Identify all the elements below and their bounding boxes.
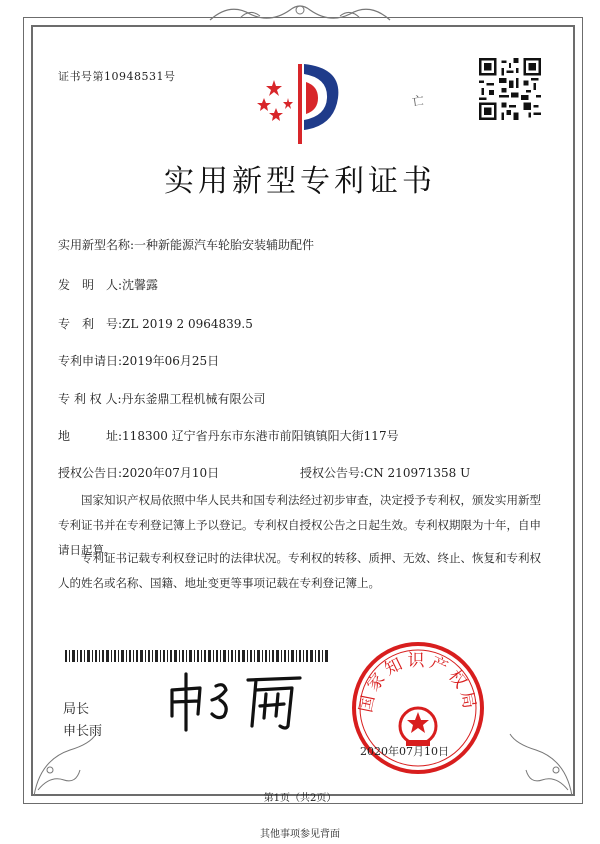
patent-number-row xyxy=(58,315,253,332)
application-date-row xyxy=(58,352,219,369)
field-label: 专利申请日: xyxy=(58,354,123,368)
field-value: ZL 2019 2 0964839.5 xyxy=(122,317,253,331)
grant-statement-paragraph: 国家知识产权局依照中华人民共和国专利法经过初步审查，决定授予专利权，颁发实用新型专利证书并在专利登记簿上予以登记。专利权自授权公告之日起生效。专利权期限为十年，自申请日起算。 xyxy=(58,493,541,557)
grant-number-row xyxy=(300,464,470,481)
field-label: 地 址: xyxy=(58,429,123,443)
signatory-name: 申长雨 xyxy=(63,724,103,739)
certificate-number: 证书号第10948531号 xyxy=(58,70,176,83)
field-label: 发 明 人: xyxy=(58,278,123,292)
barcode-strip xyxy=(65,650,330,662)
patent-office-logo xyxy=(252,58,344,146)
page-number: 第1页（共2页） xyxy=(263,793,337,804)
handwritten-note-mark: 亡 xyxy=(411,93,426,109)
field-value: 118300 辽宁省丹东市东港市前阳镇镇阳大街117号 xyxy=(122,429,399,443)
field-value: 2019年06月25日 xyxy=(122,354,220,368)
field-label: 实用新型名称: xyxy=(58,238,135,252)
top-ornament xyxy=(200,0,400,26)
handwritten-signature xyxy=(160,670,310,734)
legal-status-paragraph: 专利证书记载专利权登记时的法律状况。专利权的转移、质押、无效、终止、恢复和专利权人的姓名或名称、国籍、地址变更等事项记载在专利登记簿上。 xyxy=(58,551,541,590)
patentee-row xyxy=(58,390,266,407)
field-label: 专 利 号: xyxy=(58,317,123,331)
field-label: 授权公告日: xyxy=(58,466,123,480)
qr-code xyxy=(479,58,541,120)
field-label: 授权公告号: xyxy=(300,466,365,480)
seal-date: 2020年07月10日 xyxy=(360,745,449,758)
address-row xyxy=(58,427,399,444)
grant-date-row xyxy=(58,464,219,481)
field-value: 一种新能源汽车轮胎安装辅助配件 xyxy=(134,238,315,252)
footer-note: 其他事项参见背面 xyxy=(260,829,340,840)
field-value: CN 210971358 U xyxy=(364,466,471,480)
field-label: 专 利 权 人: xyxy=(58,392,122,406)
field-value: 沈馨露 xyxy=(122,278,159,292)
utility-model-name-row xyxy=(58,236,314,253)
seal-text: 国家知识产权局 xyxy=(356,651,480,715)
field-value: 2020年07月10日 xyxy=(122,466,220,480)
inventor-row xyxy=(58,276,158,293)
signatory-title: 局长 xyxy=(63,702,90,717)
field-value: 丹东釜鼎工程机械有限公司 xyxy=(121,392,266,406)
certificate-title: 实用新型专利证书 xyxy=(164,164,436,199)
